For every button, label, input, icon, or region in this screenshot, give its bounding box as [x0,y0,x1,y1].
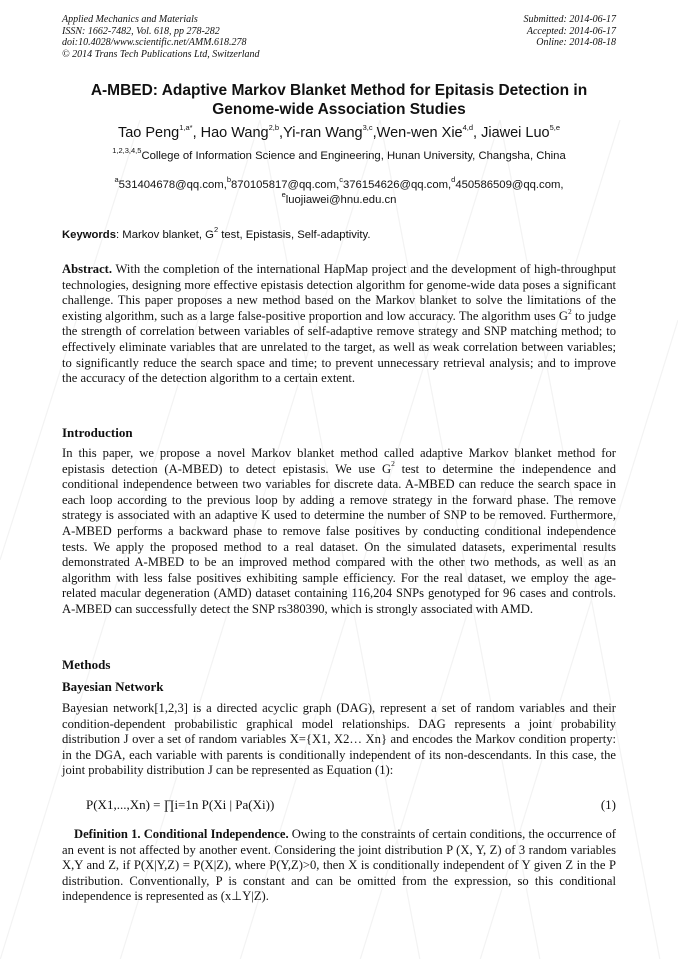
submitted-date: Submitted: 2014-06-17 [523,14,616,25]
title-line-2: Genome-wide Association Studies [212,101,466,118]
introduction-heading: Introduction [62,425,133,440]
abstract-text: With the completion of the international HapMap project and the development of high-throughput technologies, designing more effective epistasis detection algorithm for genome-wide data poses a significant challenge. This paper proposes a new method based on the Markov blanket to solve the limitations of the existing algorithm, such as a large false-positive proportion and low accuracy. The algorithm uses G [62,262,616,323]
intro-sup: 2 [391,459,395,469]
equation-1 [62,797,616,817]
author-name: Jiawei Luo [481,125,550,141]
methods-heading: Methods [62,657,111,672]
keywords [62,225,616,242]
author-list: Tao Peng$^{1,a*}$, Hao Wang$^{2,b}$,Yi-ran Wang$^{3,c}$,Wen-wen Xie$^{4,d}$, Jiawei Luo$^{5,e}$ [117,123,561,141]
abstract [62,262,616,387]
author-name: Hao Wang [200,125,269,141]
definition-label: Definition 1. Conditional Independence. [74,827,289,841]
email-sup: d [451,175,456,185]
author-sup: 1,a* [179,123,193,133]
author-sup: 2,b [268,123,280,133]
author-name: Tao Peng [117,125,180,141]
definition-text: Owing to the constraints of certain conditions, the occurrence of an event is not affected by another event. Considering the joint distribution P (X, Y, Z) of 3 random variables X,Y and Z, if P(X|Y,Z) = P(X|Z), where P(Y,Z)>0, then X is conditionally independent of Y given Z in the P distribution. Conventionally, P is constant and can be omitted from the expression, so this conditional independence is represented as (x⊥Y|Z). [62,827,617,904]
dates-header [524,14,617,49]
title-line-1: A-MBED: Adaptive Markov Blanket Method for Epitasis Detection in [90,82,588,99]
equation-number: (1) [600,797,616,812]
affiliation [62,146,616,163]
keywords-label: Keywords [62,229,116,241]
email-sup: e [281,190,286,200]
introduction-paragraph [62,446,616,618]
equation-formula: P(X1,...,Xn) = ∏i=1n P(Xi | Pa(Xi)) [86,797,275,812]
email-address: 376154626@qq.com [342,179,449,191]
author-name: Wen-wen Xie [376,125,463,141]
author-sup: 5,e [549,123,561,133]
keywords-text: : Markov blanket, G [116,229,214,241]
paper-title [62,81,616,119]
journal-copyright: © 2014 Trans Tech Publications Ltd, Switzerland [62,48,260,60]
keywords-sup: 2 [213,225,219,235]
journal-issn: ISSN: 1662-7482, Vol. 618, pp 278-282 [62,25,220,37]
email-address: 870105817@qq.com [231,179,337,191]
keywords-text-end: test, Epistasis, Self-adaptivity. [218,229,371,241]
abstract-text-end: to judge the strength of correlation between variables of self-adaptive remove strategy and SNP matching method; to effectively eliminate variables that are unrelated to the target, as well as weak correlation between variables; to significantly reduce the search space and time; to prevent unnecessary retrieval analysis; and to improve the accuracy of the detection algorithm to a certain extent. [62,308,616,386]
email-sup: c [339,175,343,185]
bayesian-network-paragraph: Bayesian network[1,2,3] is a directed acyclic graph (DAG), represent a set of random variables and their condition-dependent probabilistic graphical model relationships. DAG represents a joint probability distribution J over a set of random variables X={X1, X2… Xn} and encodes the Markov condition property: in the DGA, each variable with parents is conditionally independent of its non-descendants. In this case, the joint probability distribution J can be represented as Equation (1): [62,701,616,778]
abstract-label: Abstract. [62,262,113,276]
affiliation-sup: 1,2,3,4,5 [112,146,142,156]
email-address: luojiawei@hnu.edu.cn [285,194,397,206]
intro-text-end: test to determine the independence and conditional independence between two variables for discrete data. A-MBED can reduce the search space in each loop according to the previous loop by adding a remove strategy in the forward phase. The remove strategy is associated with an adaptive K used to determine the number of SNP to be removed. Furthermore, A-MBED performs a backward phase to remove false positives by conducting conditional independence tests. We apply the proposed method to a real dataset. On the simulated datasets, experimental results demonstrated A-MBED to be an improved method compared with the other two methods, as well as an algorithm with less false positives exhibiting sample efficiency. For the real dataset, we employ the age-related macular degeneration (AMD) dataset containing 116,204 SNPs genotyped for 96 cases and controls. A-MBED can successfully detect the SNP rs380390, which is strongly associated with AMD. [62,461,617,616]
abstract-sup: 2 [567,306,572,316]
email-list: $^a$531404678@qq.com,$^b$870105817@qq.com,$^c$376154626@qq.com,$^d$450586509@qq.com, $^e$luojiawei@hnu.edu.cn [114,175,564,206]
journal-header [62,14,260,60]
definition-1-paragraph [62,827,616,905]
email-address: 531404678@qq.com [118,179,224,191]
journal-doi: doi:10.4028/www.scientific.net/AMM.618.278 [62,37,247,48]
intro-text: In this paper, we propose a novel Markov blanket method called adaptive Markov blanket method for epistasis detection (A-MBED) to detect epistasis. We use G [62,446,616,476]
email-address: 450586509@qq.com [455,179,561,191]
bayesian-network-heading: Bayesian Network [62,679,164,694]
journal-name: Applied Mechanics and Materials [62,14,198,25]
accepted-date: Accepted: 2014-06-17 [526,25,616,37]
online-date: Online: 2014-08-18 [536,37,616,48]
affiliation-text: College of Information Science and Engineering, Hunan University, Changsha, China [141,150,566,162]
author-sup: 4,d [462,123,474,133]
email-sup: a [114,175,119,185]
author-sup: 3,c [362,123,373,133]
author-name: Yi-ran Wang [283,125,363,141]
email-sup: b [226,175,231,185]
